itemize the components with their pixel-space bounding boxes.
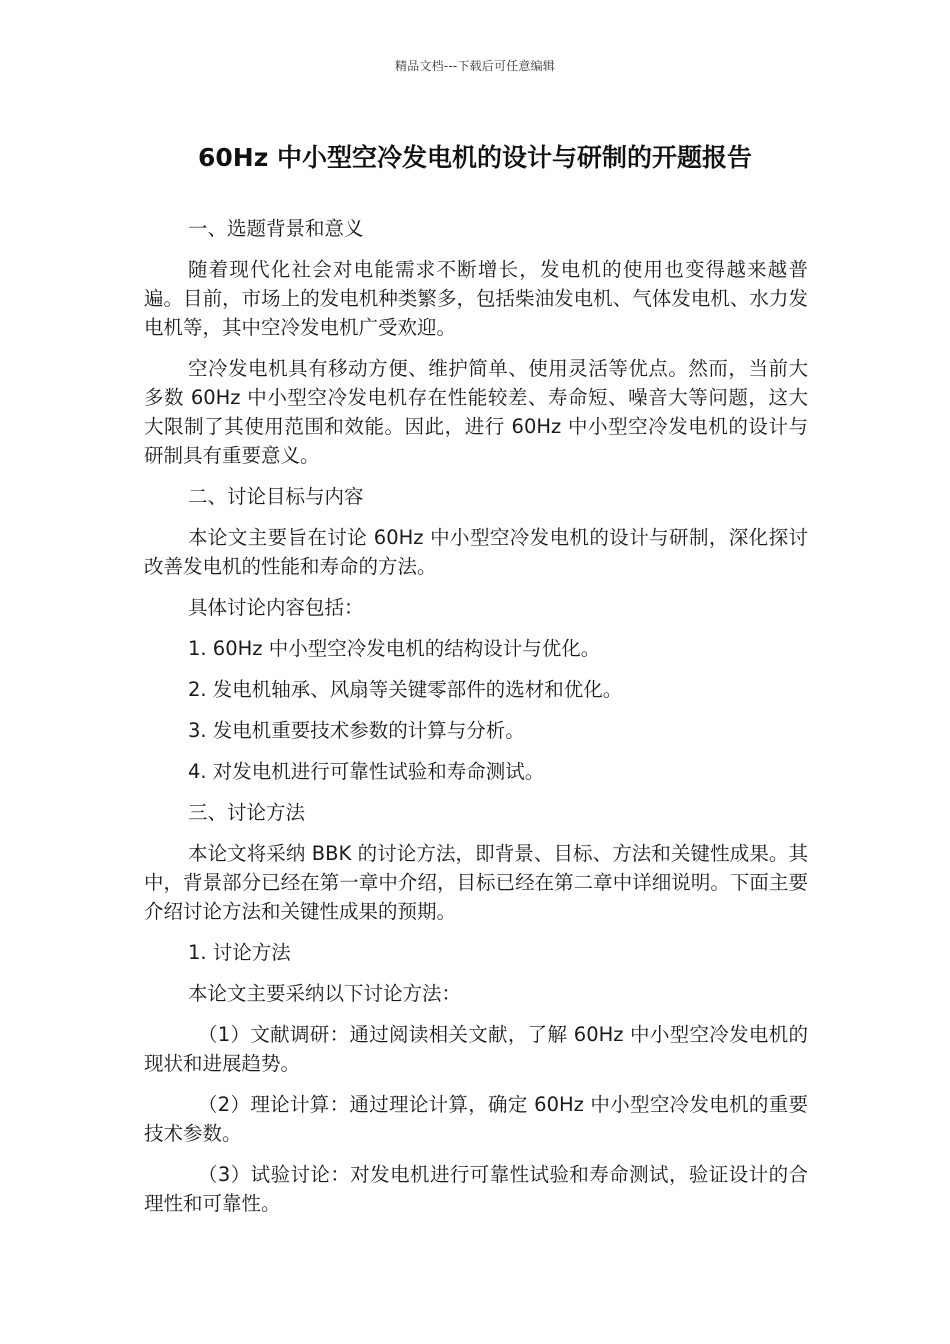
list-item: （2）理论计算：通过理论计算，确定 60Hz 中小型空冷发电机的重要技术参数。 <box>144 1093 808 1145</box>
section-heading-background: 一、选题背景和意义 <box>188 217 364 240</box>
section-heading-goals: 二、讨论目标与内容 <box>188 485 364 508</box>
list-item: （1）文献调研：通过阅读相关文献，了解 60Hz 中小型空冷发电机的现状和进展趋势。 <box>144 1023 808 1075</box>
list-item: 3. 发电机重要技术参数的计算与分析。 <box>188 719 525 742</box>
paragraph: 本论文主要旨在讨论 60Hz 中小型空冷发电机的设计与研制，深化探讨改善发电机的性能和寿命的方法。 <box>144 526 808 578</box>
paragraph: 具体讨论内容包括： <box>188 596 364 619</box>
paragraph: 本论文将采纳 BBK 的讨论方法，即背景、目标、方法和关键性成果。其中，背景部分已经在第一章中介绍，目标已经在第二章中详细说明。下面主要介绍讨论方法和关键性成果的预期。 <box>144 842 808 923</box>
list-item: 4. 对发电机进行可靠性试验和寿命测试。 <box>188 760 545 783</box>
list-item: （3）试验讨论：对发电机进行可靠性试验和寿命测试，验证设计的合理性和可靠性。 <box>144 1163 808 1215</box>
section-heading-methods: 三、讨论方法 <box>188 801 306 824</box>
document-body <box>144 214 808 1230</box>
header-note: 精品文档---下载后可任意编辑 <box>395 59 555 73</box>
list-item: 1. 60Hz 中小型空冷发电机的结构设计与优化。 <box>188 637 601 660</box>
subsection-heading: 1. 讨论方法 <box>188 941 291 964</box>
paragraph: 空冷发电机具有移动方便、维护简单、使用灵活等优点。然而，当前大多数 60Hz 中小型空冷发电机存在性能较差、寿命短、噪音大等问题，这大大限制了其使用范围和效能。因此，进行 60Hz 中小型空冷发电机的设计与研制具有重要意义。 <box>144 357 808 467</box>
paragraph: 随着现代化社会对电能需求不断增长，发电机的使用也变得越来越普遍。目前，市场上的发电机种类繁多，包括柴油发电机、气体发电机、水力发电机等，其中空冷发电机广受欢迎。 <box>144 258 808 339</box>
document-title: 60Hz 中小型空冷发电机的设计与研制的开题报告 <box>198 143 752 172</box>
list-item: 2. 发电机轴承、风扇等关键零部件的选材和优化。 <box>188 678 623 701</box>
paragraph: 本论文主要采纳以下讨论方法： <box>188 982 462 1005</box>
